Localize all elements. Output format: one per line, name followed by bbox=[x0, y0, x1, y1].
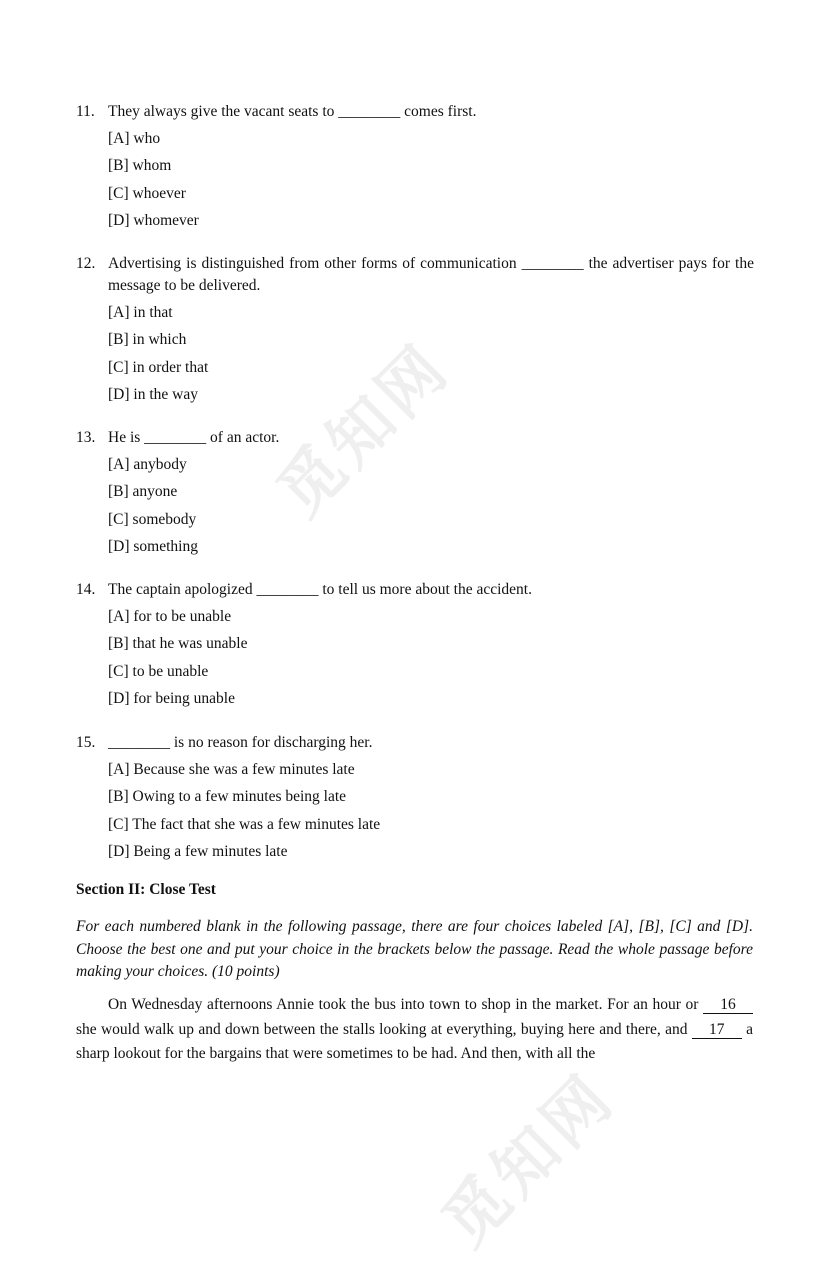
watermark-logo: 觅知网 bbox=[428, 1059, 630, 1261]
blank-16: 16 bbox=[703, 996, 753, 1014]
question-15 bbox=[76, 732, 754, 865]
question-number: 11. bbox=[76, 103, 95, 120]
passage-text: a sharp lookout for the bargains that were sometimes to be had. And then, with all the bbox=[76, 1020, 753, 1062]
answer-option-a: [A] who bbox=[108, 130, 161, 147]
section-heading: Section II: Close Test bbox=[76, 881, 216, 898]
answer-option-d: [D] Being a few minutes late bbox=[108, 842, 288, 860]
question-text: The captain apologized ________ to tell us more about the accident. bbox=[108, 581, 532, 598]
answer-option-a: [A] in that bbox=[108, 304, 173, 321]
answer-option-c: [C] somebody bbox=[108, 510, 197, 528]
section-instructions: For each numbered blank in the following passage, there are four choices labeled [A], [B], [C] and [D]. Choose the best one and put your choice in the brackets below the passage. Read the whole passage before making your choices. (10 points) bbox=[76, 918, 753, 980]
question-11 bbox=[76, 101, 754, 234]
question-number: 13. bbox=[76, 429, 96, 446]
answer-option-c: [C] whoever bbox=[108, 184, 186, 202]
answer-option-c: [C] The fact that she was a few minutes late bbox=[108, 815, 381, 833]
question-stem bbox=[76, 253, 754, 297]
blank-17: 17 bbox=[692, 1021, 742, 1039]
answer-option-d: [D] in the way bbox=[108, 385, 198, 403]
question-text: Advertising is distinguished from other forms of communication ________ the advertiser pays for the message to be delivered. bbox=[108, 255, 754, 294]
answer-option-b: [B] in which bbox=[108, 331, 187, 349]
question-text: They always give the vacant seats to ________ comes first. bbox=[108, 103, 477, 120]
passage-text: she would walk up and down between the stalls looking at everything, buying here and there, and bbox=[76, 1020, 692, 1038]
question-text: ________ is no reason for discharging her. bbox=[108, 734, 373, 751]
question-number: 14. bbox=[76, 581, 96, 598]
question-12 bbox=[76, 253, 754, 408]
question-number: 12. bbox=[76, 255, 96, 272]
question-number: 15. bbox=[76, 734, 96, 751]
answer-option-a: [A] for to be unable bbox=[108, 608, 232, 625]
answer-option-a: [A] anybody bbox=[108, 456, 187, 473]
question-13 bbox=[76, 427, 754, 560]
passage-text: On Wednesday afternoons Annie took the bus into town to shop in the market. For an hour or bbox=[108, 996, 703, 1013]
question-stem bbox=[76, 732, 754, 754]
answer-option-b: [B] Owing to a few minutes being late bbox=[108, 788, 347, 806]
watermark-logo: 觅知网 bbox=[263, 329, 465, 531]
question-text: He is ________ of an actor. bbox=[108, 429, 280, 446]
answer-option-d: [D] something bbox=[108, 537, 198, 555]
answer-option-a: [A] Because she was a few minutes late bbox=[108, 761, 355, 778]
answer-option-b: [B] anyone bbox=[108, 483, 178, 501]
question-stem bbox=[76, 101, 754, 123]
question-stem bbox=[76, 427, 754, 449]
cloze-passage bbox=[76, 993, 753, 1067]
question-14 bbox=[76, 579, 754, 712]
answer-option-b: [B] that he was unable bbox=[108, 635, 248, 653]
answer-option-b: [B] whom bbox=[108, 157, 172, 175]
answer-option-d: [D] whomever bbox=[108, 211, 199, 229]
answer-option-c: [C] in order that bbox=[108, 358, 209, 376]
answer-option-d: [D] for being unable bbox=[108, 689, 235, 707]
answer-option-c: [C] to be unable bbox=[108, 662, 209, 680]
question-stem bbox=[76, 579, 754, 601]
